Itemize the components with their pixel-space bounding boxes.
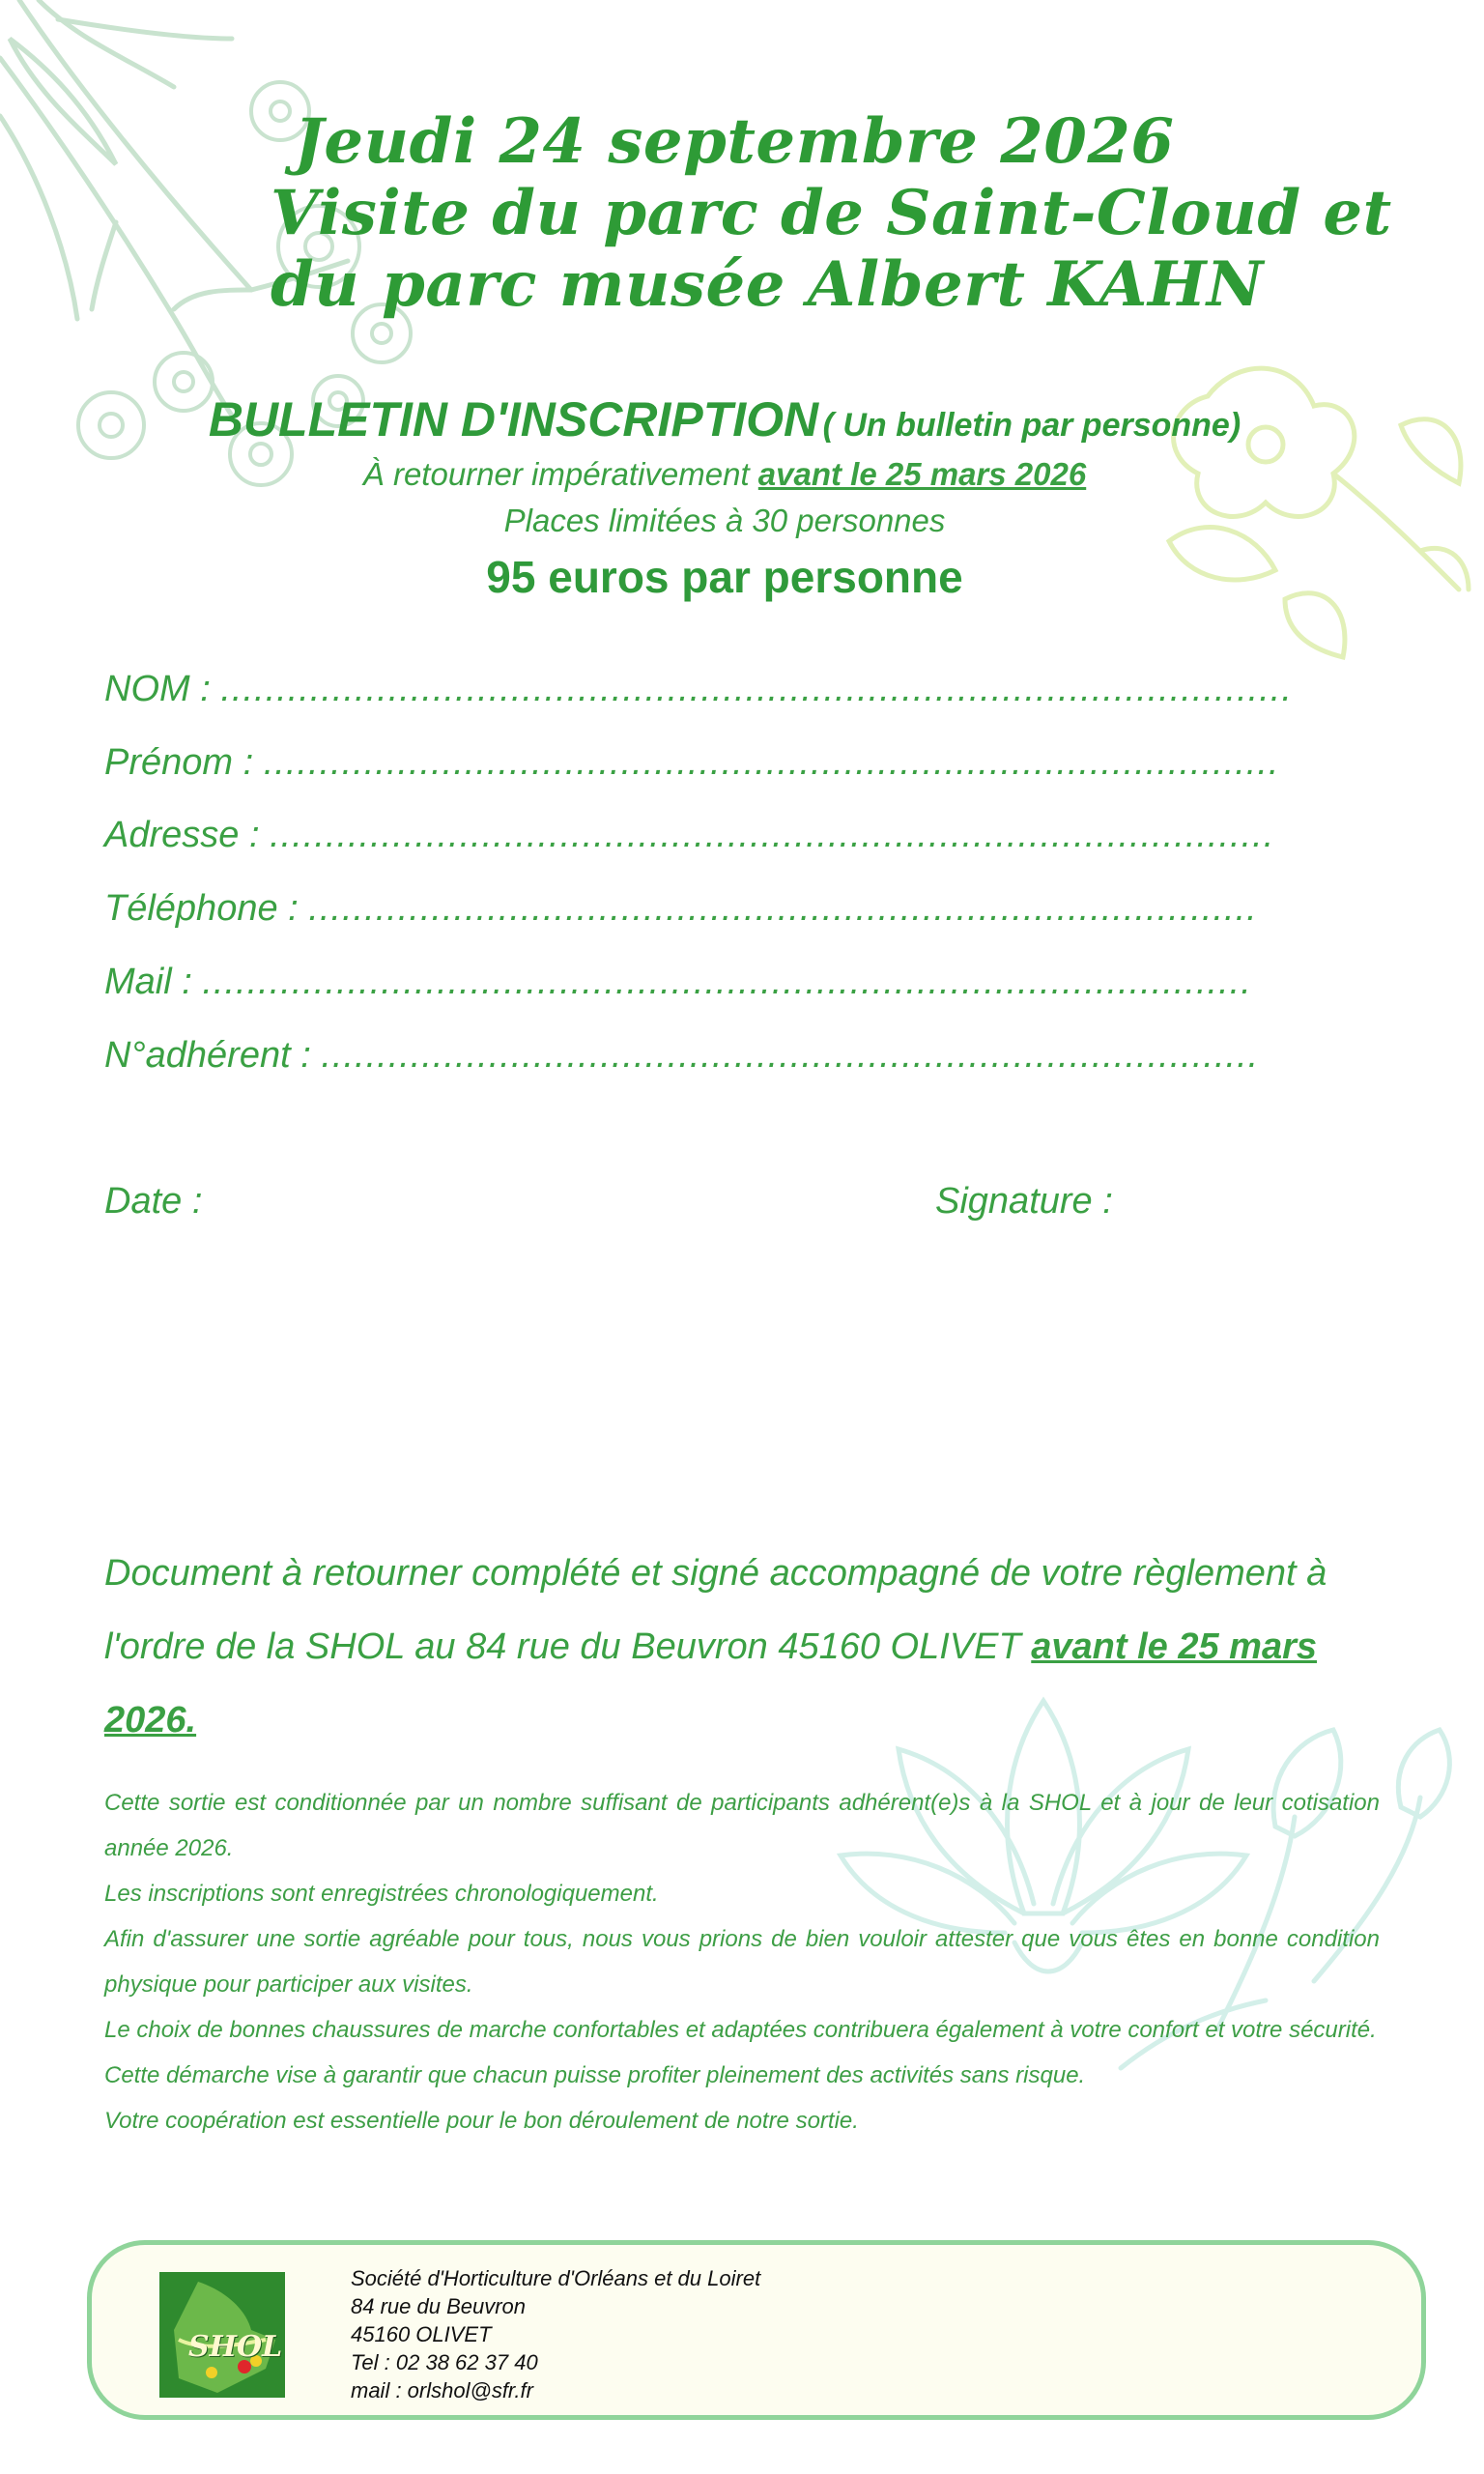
note-item: Les inscriptions sont enregistrées chronologiquement. — [104, 1881, 659, 1907]
event-title — [271, 105, 1392, 321]
bulletin-subtitle: ( Un bulletin par personne) — [822, 407, 1241, 444]
field-telephone[interactable] — [104, 888, 1258, 930]
field-prenom[interactable] — [104, 742, 1279, 784]
field-adresse[interactable] — [104, 815, 1274, 856]
field-dots: ..................................................................................... — [308, 888, 1258, 929]
field-dots: .................................................................................... — [321, 1035, 1260, 1076]
note-item: Cette démarche vise à garantir que chacun puisse profiter pleinement des activités sans risque. — [104, 2062, 1086, 2088]
places-limit: Places limitées à 30 personnes — [503, 503, 946, 538]
note-item: Le choix de bonnes chaussures de marche confortables et adaptées contribuera également à votre confort et votre sécurité. — [104, 2017, 1377, 2043]
org-mail: mail : orlshol@sfr.fr — [351, 2378, 533, 2402]
footer-contact-card — [87, 2240, 1426, 2420]
field-nom[interactable] — [104, 669, 1293, 710]
shol-logo — [159, 2272, 285, 2398]
field-dots: .......................................................................................... — [270, 815, 1275, 855]
return-deadline: avant le 25 mars 2026 — [757, 456, 1087, 492]
field-label: Adresse : — [104, 815, 260, 855]
date-field[interactable]: Date : — [104, 1181, 203, 1222]
return-prefix: À retourner impérativement — [362, 456, 758, 492]
field-label: Prénom : — [104, 742, 254, 783]
instructions-deadline: avant le 25 mars 2026. — [104, 1626, 1318, 1740]
logo-text: SHOL — [188, 2330, 283, 2364]
org-tel: Tel : 02 38 62 37 40 — [351, 2350, 538, 2374]
field-label: Mail : — [104, 962, 192, 1002]
note-item: Votre coopération est essentielle pour le bon déroulement de notre sortie. — [104, 2108, 859, 2134]
note-item: Afin d'assurer une sortie agréable pour tous, nous vous prions de bien vouloir attester que vous êtes en bonne condition physique pour participer aux visites. — [104, 1926, 1380, 1998]
return-instructions — [104, 1537, 1380, 1757]
bulletin-title: BULLETIN D'INSCRIPTION — [208, 392, 819, 446]
event-title-line: Visite du parc de Saint-Cloud et — [271, 177, 1392, 249]
instructions-text: Document à retourner complété et signé accompagné de votre règlement à l'ordre de la SHOL au 84 rue du Beuvron 45160 OLIVET — [104, 1553, 1327, 1667]
field-adherent[interactable] — [104, 1035, 1259, 1077]
event-title-line: Jeudi 24 septembre 2026 — [294, 105, 1175, 178]
field-mail[interactable] — [104, 962, 1252, 1003]
note-item: Cette sortie est conditionnée par un nombre suffisant de participants adhérent(e)s à la SHOL et à jour de leur cotisation année 2026. — [104, 1790, 1380, 1861]
bulletin-heading — [0, 391, 1449, 447]
event-title-line: du parc musée Albert KAHN — [271, 248, 1264, 321]
signature-field[interactable]: Signature : — [935, 1181, 1113, 1222]
field-dots: ................................................................................................ — [220, 669, 1293, 709]
field-label: NOM : — [104, 669, 211, 709]
field-label: N°adhérent : — [104, 1035, 311, 1076]
conditions-notes — [104, 1780, 1380, 2143]
field-dots: .............................................................................................. — [202, 962, 1252, 1002]
price: 95 euros par personne — [486, 552, 963, 602]
field-dots: ........................................................................................... — [263, 742, 1280, 783]
org-address — [351, 2264, 760, 2404]
org-street: 84 rue du Beuvron — [351, 2294, 527, 2318]
org-name: Société d'Horticulture d'Orléans et du Loiret — [351, 2266, 761, 2290]
field-label: Téléphone : — [104, 888, 299, 929]
org-city: 45160 OLIVET — [351, 2322, 492, 2346]
return-deadline-line — [0, 456, 1449, 493]
